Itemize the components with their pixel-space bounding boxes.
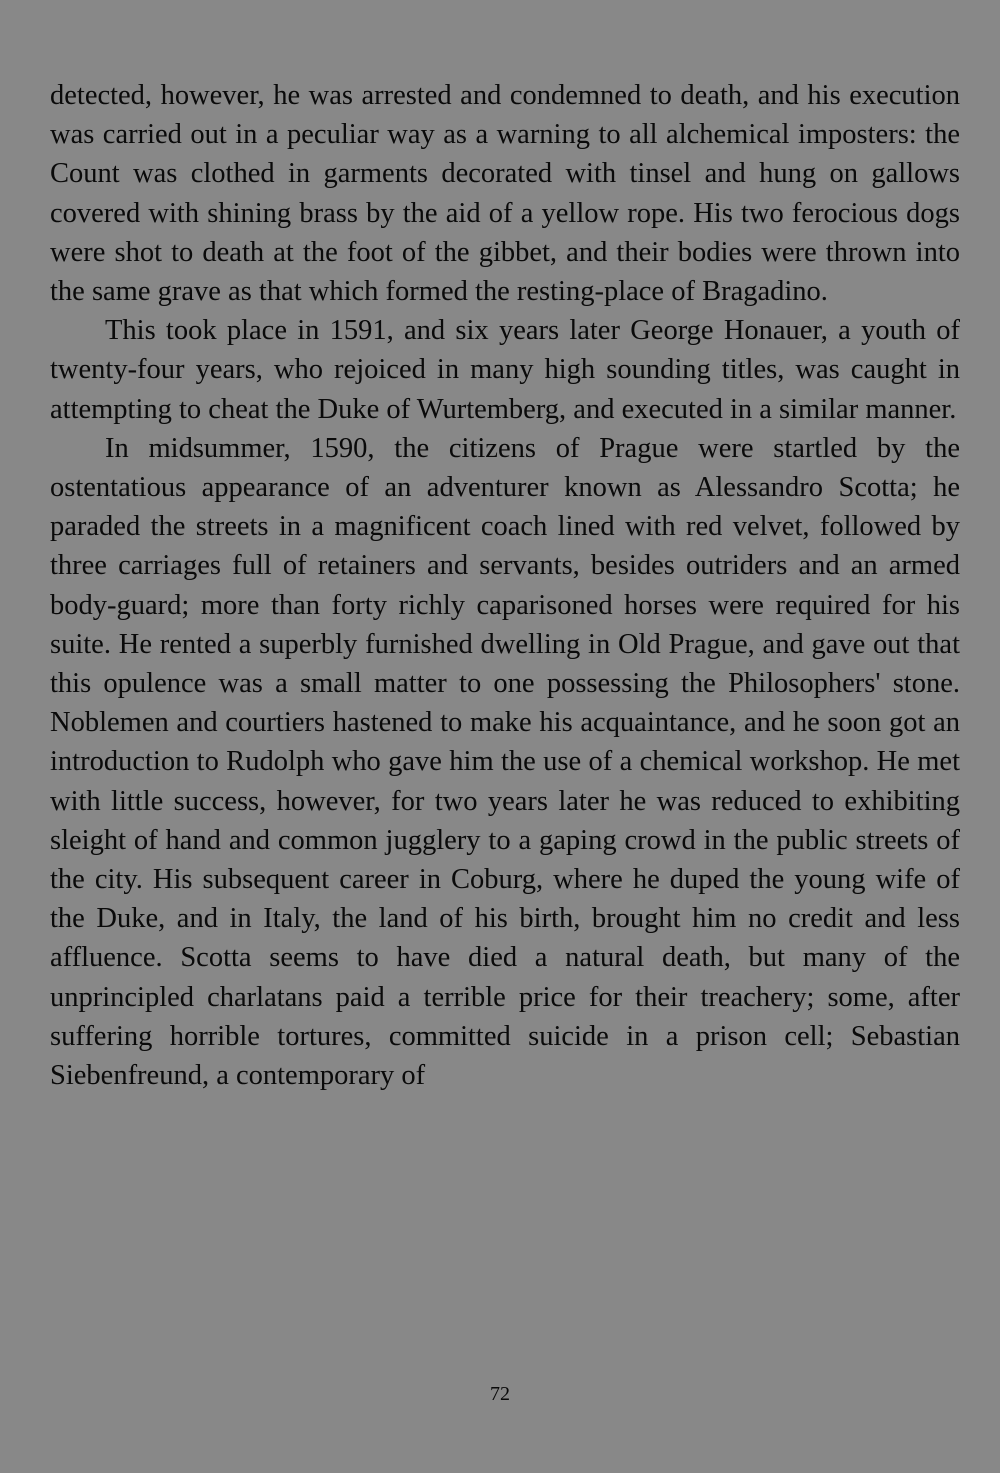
paragraph-continuation: detected, however, he was arrested and condemned to death, and his execution was carried out in a peculiar way as a warning to all alchemical imposters: the Count was clothed in garments decorated with tinsel and hung on gallows covered with shining brass by the aid of a yellow rope. His two ferocious dogs were shot to death at the foot of the gibbet, and their bodies were thrown into the same grave as that which formed the resting-place of Bragadino. [50, 80, 960, 308]
paragraph-honauer: This took place in 1591, and six years later George Honauer, a youth of twenty-four years, who rejoiced in many high sounding titles, was caught in attempting to cheat the Duke of Wurtemberg, and executed in a similar manner. [50, 315, 960, 425]
body-text [50, 76, 960, 1095]
paragraph-scotta: In midsummer, 1590, the citizens of Prague were startled by the ostentatious appearance of an adventurer known as Alessandro Scotta; he paraded the streets in a magnificent coach lined with red velvet, followed by three carriages full of retainers and servants, besides outriders and an armed body-guard; more than forty richly caparisoned horses were required for his suite. He rented a superbly furnished dwelling in Old Prague, and gave out that this opulence was a small matter to one possessing the Philosophers' stone. Noblemen and courtiers hastened to make his acquaintance, and he soon got an introduction to Rudolph who gave him the use of a chemical workshop. He met with little success, however, for two years later he was reduced to exhibiting sleight of hand and common jugglery to a gaping crowd in the public streets of the city. His subsequent career in Coburg, where he duped the young wife of the Duke, and in Italy, the land of his birth, brought him no credit and less affluence. Scotta seems to have died a natural death, but many of the unprincipled charlatans paid a terrible price for their treachery; some, after suffering horrible tortures, committed suicide in a prison cell; Sebastian Siebenfreund, a contemporary of [50, 432, 960, 1092]
page-number: 72 [490, 1383, 510, 1405]
